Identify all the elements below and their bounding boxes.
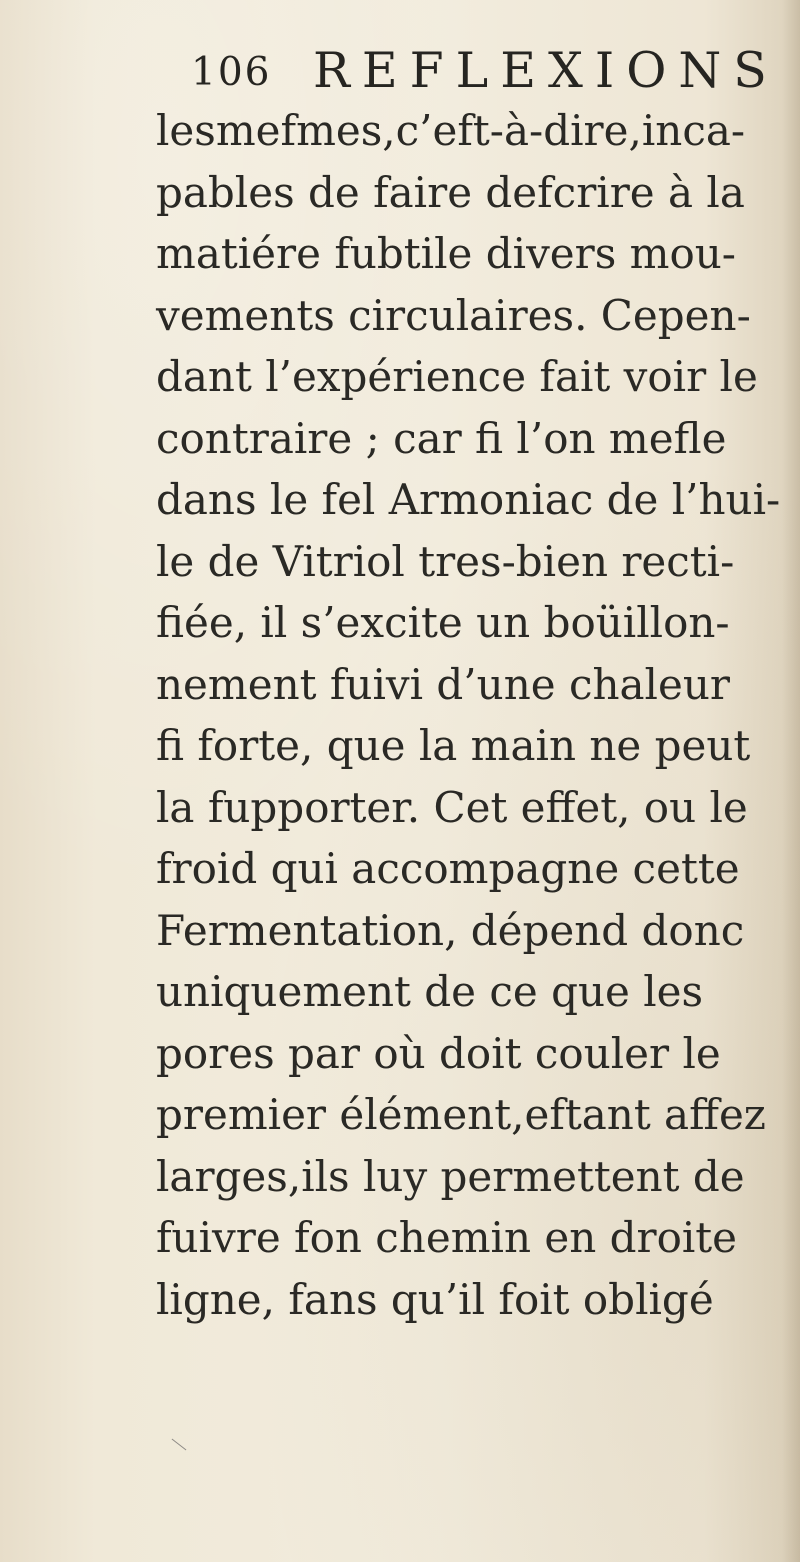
text-line: vements circulaires. Cepen- bbox=[156, 290, 751, 340]
text-line: ligne, fans qu’il foit obligé bbox=[156, 1274, 714, 1324]
page-number: 106 bbox=[191, 50, 272, 95]
body-text bbox=[156, 100, 786, 1330]
text-line: la fupporter. Cet effet, ou le bbox=[156, 782, 748, 832]
text-line: Fermentation, dépend donc bbox=[156, 905, 745, 955]
text-line: fuivre fon chemin en droite bbox=[156, 1213, 738, 1262]
text-line: matiére fubtile divers mou- bbox=[156, 229, 736, 278]
text-line: contraire ; car fi l’on mefle bbox=[156, 413, 727, 463]
text-line: dant l’expérience fait voir le bbox=[156, 352, 758, 401]
text-line: premier élément,eftant affez bbox=[156, 1090, 766, 1139]
page-mark bbox=[172, 1439, 187, 1451]
text-line: pores par où doit couler le bbox=[156, 1028, 721, 1078]
page-header bbox=[191, 42, 779, 102]
text-line: dans le fel Armoniac de l’hui- bbox=[156, 475, 781, 524]
text-line: fi forte, que la main ne peut bbox=[156, 721, 751, 770]
text-line: larges,ils luy permettent de bbox=[156, 1151, 745, 1201]
text-line: uniquement de ce que les bbox=[156, 967, 704, 1016]
text-line: froid qui accompagne cette bbox=[156, 844, 740, 893]
text-line: pables de faire defcrire à la bbox=[156, 167, 745, 217]
running-title: REFLEXIONS bbox=[313, 42, 779, 99]
text-line: le de Vitriol tres-bien recti- bbox=[156, 536, 735, 586]
text-line: fiée, il s’excite un boüillon- bbox=[156, 598, 730, 647]
text-line: lesmefmes,c’eft-à-dire,inca- bbox=[156, 106, 746, 155]
text-line: nement fuivi d’une chaleur bbox=[156, 659, 730, 709]
